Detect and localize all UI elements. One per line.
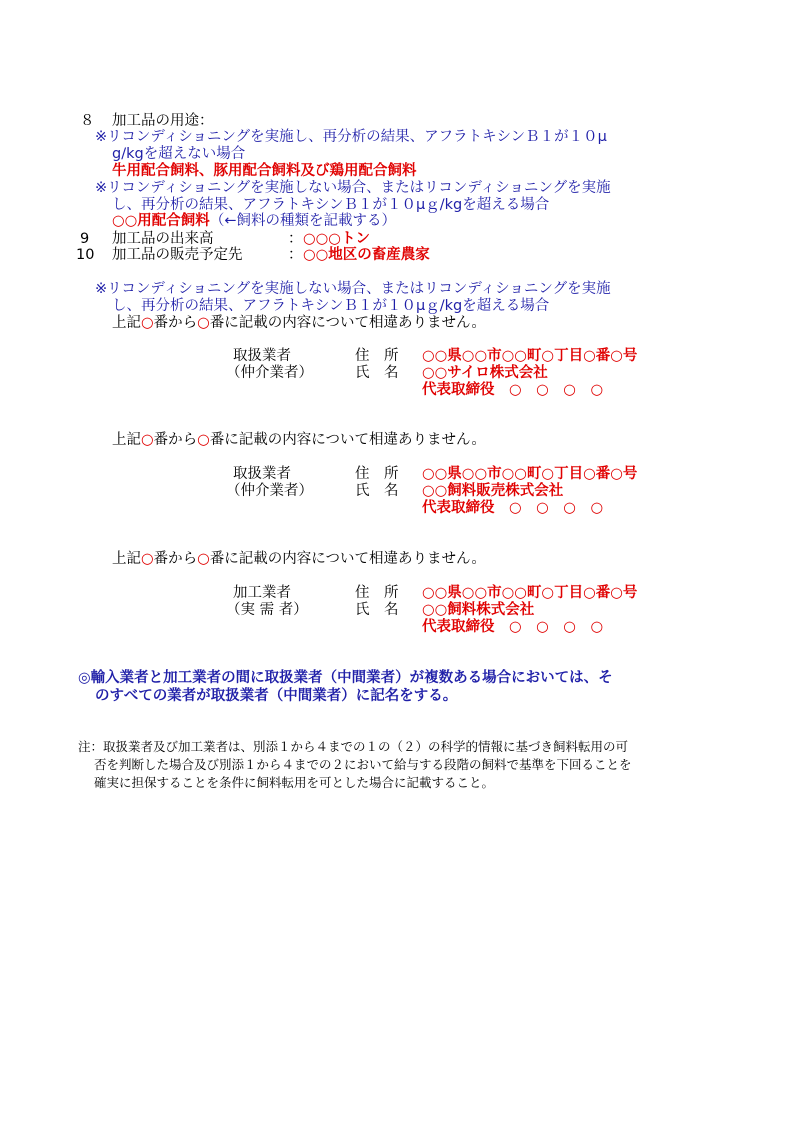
signer1-representative: 代表取締役 ○ ○ ○ ○ xyxy=(422,382,604,398)
signer3-company: ○○飼料株式会社 xyxy=(422,602,535,618)
item8-note1-line1: ※リコンディショニングを実施し、再分析の結果、アフラトキシンＢ１が１０μ xyxy=(95,129,607,145)
signer2-representative: 代表取締役 ○ ○ ○ ○ xyxy=(422,500,604,516)
item10-colon: ： xyxy=(288,247,303,263)
declaration-circle-icon: ○ xyxy=(141,551,154,567)
item10-number: 10 xyxy=(76,247,95,263)
note3-line2: し、再分析の結果、アフラトキシンＢ１が１０μｇ/kgを超える場合 xyxy=(112,298,550,314)
signer2-role: 取扱業者 xyxy=(233,466,291,482)
item9-colon: ： xyxy=(288,231,303,247)
signer2-name-label: 氏 名 xyxy=(355,483,399,499)
declaration-1: 上記○番から○番に記載の内容について相違ありません。 xyxy=(112,315,486,331)
declaration-circle-icon: ○ xyxy=(141,432,154,448)
note3-line1: ※リコンディショニングを実施しない場合、またはリコンディショニングを実施 xyxy=(95,281,611,297)
signer3-address-label: 住 所 xyxy=(355,585,399,601)
item9-number: 9 xyxy=(80,231,90,247)
item10-value: ○○地区の畜産農家 xyxy=(303,247,430,263)
signer1-role: 取扱業者 xyxy=(233,348,291,364)
declaration-2: 上記○番から○番に記載の内容について相違ありません。 xyxy=(112,432,486,448)
footnote-line1: 注：取扱業者及び加工業者は、別添１から４までの１の（２）の科学的情報に基づき飼料転用の可 xyxy=(78,739,629,754)
declaration-3: 上記○番から○番に記載の内容について相違ありません。 xyxy=(112,551,486,567)
signer1-address: ○○県○○市○○町○丁目○番○号 xyxy=(422,348,638,364)
item8-use1: 牛用配合飼料、豚用配合飼料及び鶏用配合飼料 xyxy=(112,163,417,179)
item9-value: ○○○トン xyxy=(303,231,370,247)
signer2-address-label: 住 所 xyxy=(355,466,399,482)
item8-use2-note: （←飼料の種類を記載する） xyxy=(209,213,396,229)
signer3-sub: （実 需 者） xyxy=(226,602,308,618)
item8-note2-line1: ※リコンディショニングを実施しない場合、またはリコンディショニングを実施 xyxy=(95,180,611,196)
signer1-sub: （仲介業者） xyxy=(226,365,313,381)
signer2-sub: （仲介業者） xyxy=(226,483,313,499)
item8-label: 加工品の用途： xyxy=(112,113,214,129)
declaration-circle-icon: ○ xyxy=(141,315,154,331)
signer3-name-label: 氏 名 xyxy=(355,602,399,618)
signer3-role: 加工業者 xyxy=(233,585,291,601)
item8-use2: ○○用配合飼料 xyxy=(112,213,210,229)
signer1-name-label: 氏 名 xyxy=(355,365,399,381)
item8-note1-line2: g/kgを超えない場合 xyxy=(112,146,246,162)
footnote-line3: 確実に担保することを条件に飼料転用を可とした場合に記載すること。 xyxy=(94,775,495,790)
item8-use2-row xyxy=(112,213,396,229)
item9-label: 加工品の出来高 xyxy=(112,231,214,247)
signer1-company: ○○サイロ株式会社 xyxy=(422,365,548,381)
item10-label: 加工品の販売予定先 xyxy=(112,247,243,263)
signer1-address-label: 住 所 xyxy=(355,348,399,364)
item8-number: ８ xyxy=(80,113,95,129)
bold-note-line1: ◎輸入業者と加工業者の間に取扱業者（中間業者）が複数ある場合においては、そ xyxy=(78,670,613,686)
signer2-company: ○○飼料販売株式会社 xyxy=(422,483,564,499)
declaration-circle-icon: ○ xyxy=(197,432,210,448)
signer2-address: ○○県○○市○○町○丁目○番○号 xyxy=(422,466,638,482)
bold-note-line2: のすべての業者が取扱業者（中間業者）に記名をする。 xyxy=(95,688,458,704)
signer3-representative: 代表取締役 ○ ○ ○ ○ xyxy=(422,619,604,635)
footnote-line2: 否を判断した場合及び別添１から４までの２において給与する段階の飼料で基準を下回ることを xyxy=(94,757,632,772)
item8-note2-line2: し、再分析の結果、アフラトキシンＢ１が１０μｇ/kgを超える場合 xyxy=(112,197,550,213)
declaration-circle-icon: ○ xyxy=(197,315,210,331)
declaration-circle-icon: ○ xyxy=(197,551,210,567)
signer3-address: ○○県○○市○○町○丁目○番○号 xyxy=(422,585,638,601)
